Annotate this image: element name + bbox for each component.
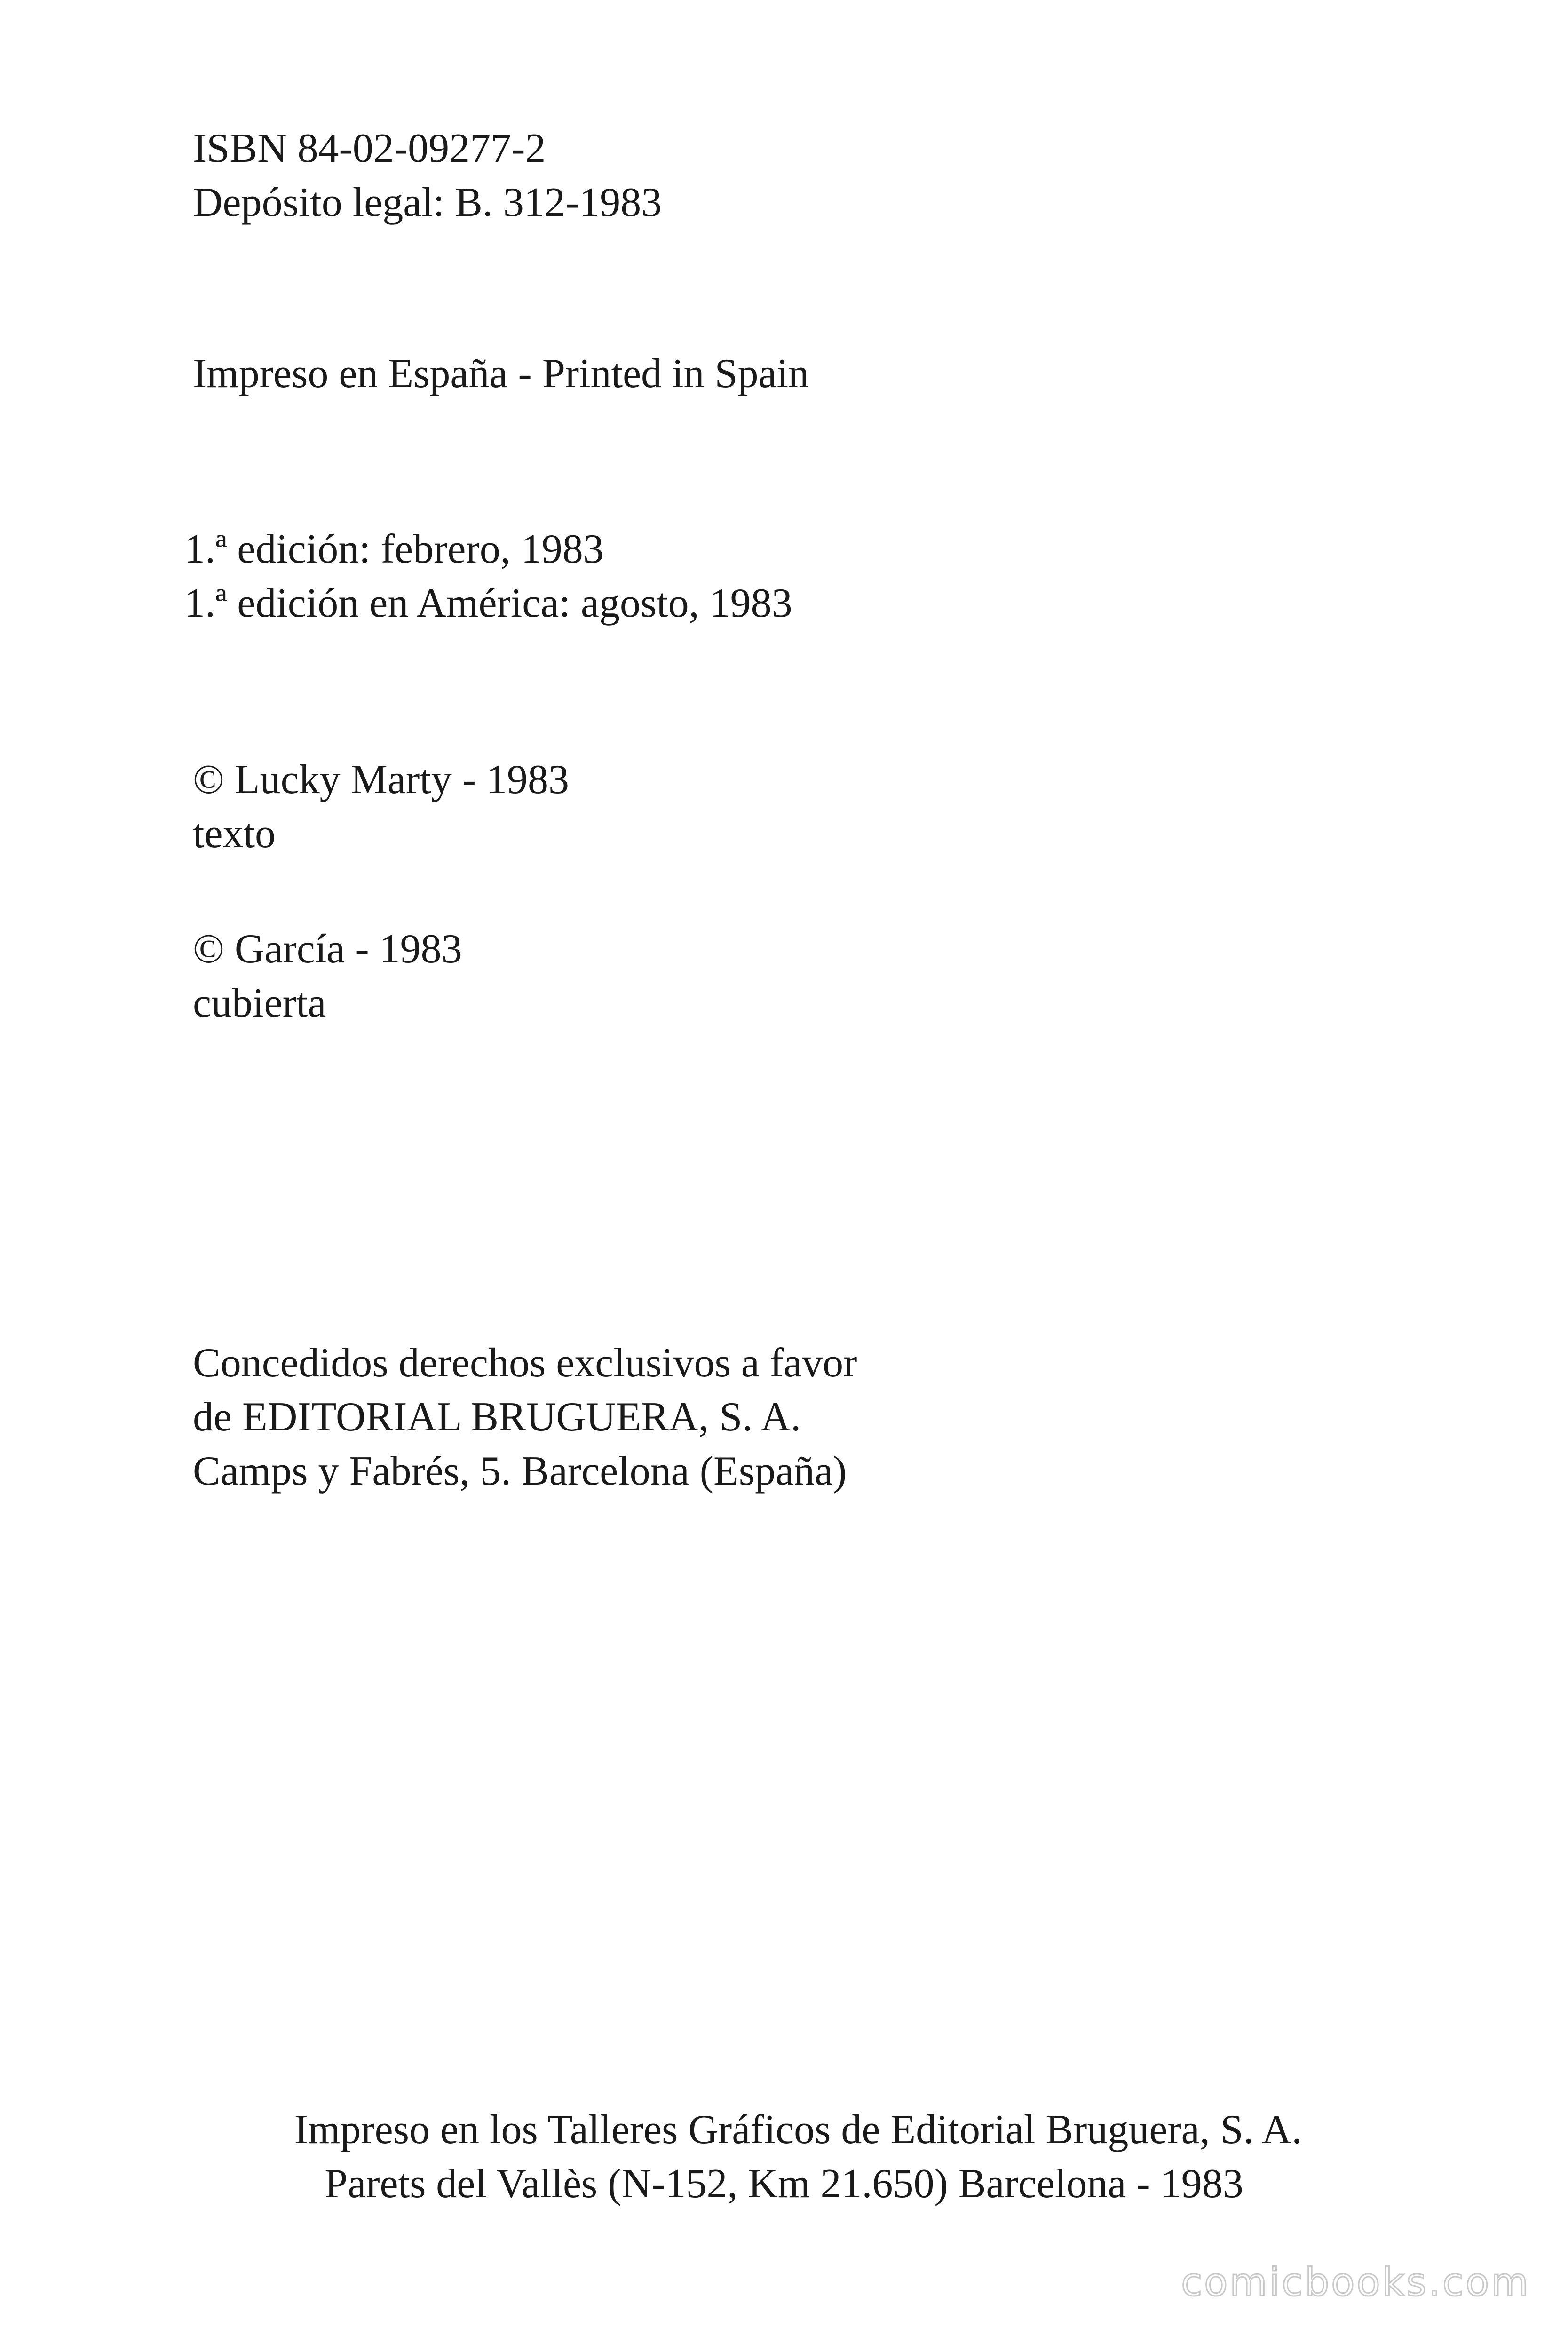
printer-block (0, 2103, 1568, 2211)
printed-in-text: Impreso en España - Printed in Spain (193, 351, 809, 397)
rights-line-1: Concedidos derechos exclusivos a favor (193, 1340, 857, 1386)
isbn-block (193, 121, 662, 230)
copyright-cover-line: © García - 1983 (193, 926, 462, 972)
copyright-cover-block (193, 922, 462, 1030)
first-edition-text: 1.ª edición: febrero, 1983 (184, 526, 604, 572)
rights-block (193, 1336, 857, 1498)
printer-line-2: Parets del Vallès (N-152, Km 21.650) Barcelona - 1983 (325, 2161, 1243, 2207)
editions-block (184, 522, 792, 630)
rights-line-2: de EDITORIAL BRUGUERA, S. A. (193, 1394, 801, 1440)
first-edition-america-text: 1.ª edición en América: agosto, 1983 (184, 580, 792, 626)
copyright-text-role: texto (193, 811, 276, 857)
rights-line-3: Camps y Fabrés, 5. Barcelona (España) (193, 1448, 847, 1494)
copyright-text-line: © Lucky Marty - 1983 (193, 757, 570, 803)
copyright-text-block (193, 753, 569, 861)
copyright-cover-role: cubierta (193, 980, 326, 1026)
isbn-text: ISBN 84-02-09277-2 (193, 126, 546, 171)
printer-line-1: Impreso en los Talleres Gráficos de Editorial Bruguera, S. A. (294, 2107, 1302, 2153)
watermark: comicbooks.com (1181, 2260, 1530, 2305)
printed-in-block (193, 347, 809, 401)
legal-deposit-text: Depósito legal: B. 312-1983 (193, 180, 662, 225)
